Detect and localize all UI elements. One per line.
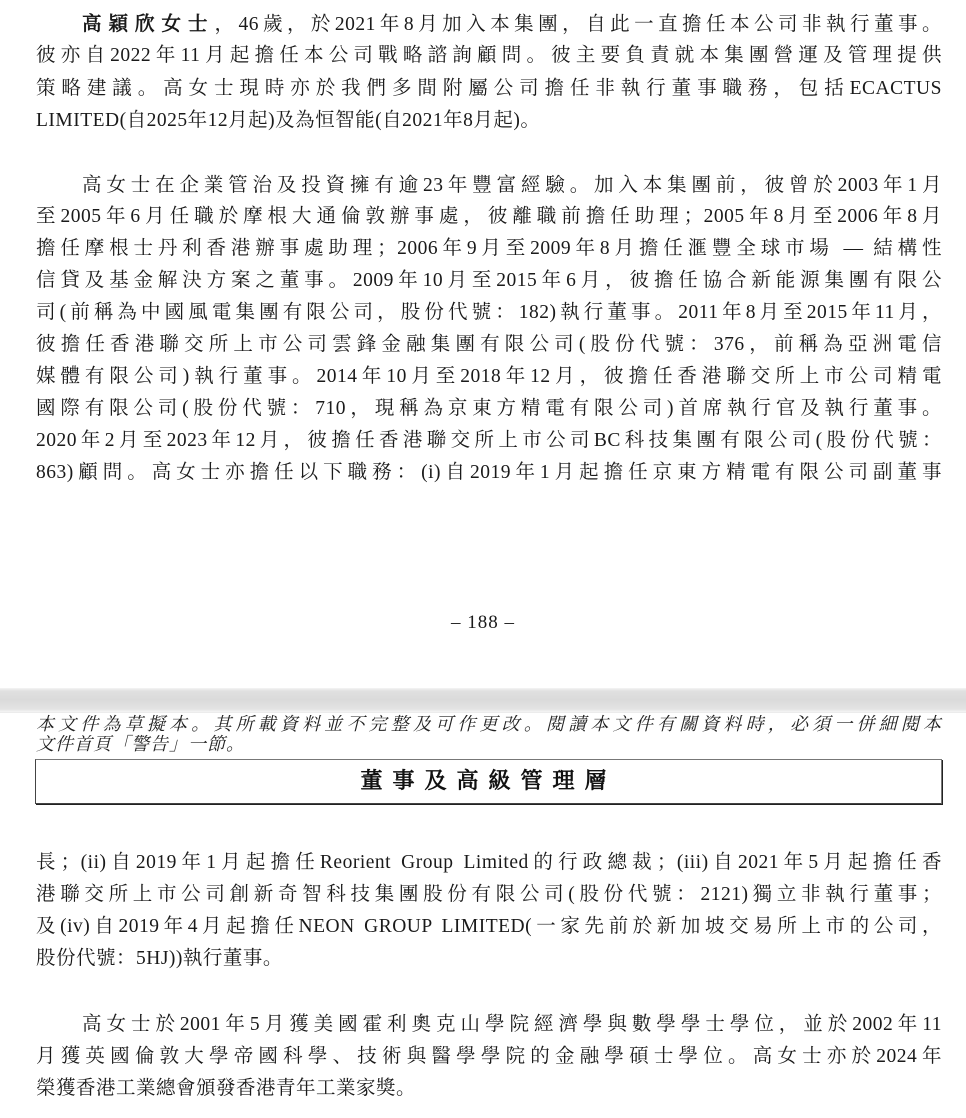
paragraph-line: 長；(ii)自2019年1月起擔任Reorient Group Limited的行政總裁；(iii)自2021年5月起擔任香	[36, 852, 942, 873]
draft-notice-line: 文件首頁「警告」一節。	[36, 734, 245, 755]
paragraph-line: 至2005年6月任職於摩根大通倫敦辦事處，彼離職前擔任助理；2005年8月至2006年8月	[36, 206, 942, 227]
draft-notice-line: 本文件為草擬本。其所載資料並不完整及可作更改。閱讀本文件有關資料時，必須一併細閱本	[36, 714, 942, 735]
page-separator	[0, 688, 966, 713]
paragraph-line: 司(前稱為中國風電集團有限公司，股份代號：182)執行董事。2011年8月至2015年11月，	[36, 302, 942, 323]
paragraph-line: 彼亦自2022年11月起擔任本公司戰略諮詢顧問。彼主要負責就本集團營運及管理提供	[36, 45, 942, 66]
paragraph-line: 國際有限公司(股份代號：710，現稱為京東方精電有限公司)首席執行官及執行董事。	[36, 398, 942, 419]
paragraph-line: 股份代號：5HJ))執行董事。	[36, 948, 283, 969]
paragraph-text: ，46歲，於2021年8月加入本集團，自此一直擔任本公司非執行董事。	[214, 14, 942, 35]
section-title: 董事及高級管理層	[360, 769, 617, 794]
page-number: – 188 –	[451, 612, 515, 633]
paragraph-line: 彼擔任香港聯交所上市公司雲鋒金融集團有限公司(股份代號：376，前稱為亞洲電信	[36, 334, 942, 355]
paragraph-line: 榮獲香港工業總會頒發香港青年工業家獎。	[36, 1078, 417, 1099]
paragraph-line: 擔任摩根士丹利香港辦事處助理；2006年9月至2009年8月擔任滙豐全球市場 — 結構性	[36, 238, 942, 259]
paragraph-line: 月獲英國倫敦大學帝國科學、技術與醫學學院的金融學碩士學位。高女士亦於2024年	[36, 1046, 942, 1067]
paragraph-line: 高女士於2001年5月獲美國霍利奧克山學院經濟學與數學學士學位，並於2002年11	[82, 1014, 942, 1035]
paragraph-line	[82, 12, 942, 37]
paragraph-line: 2020年2月至2023年12月，彼擔任香港聯交所上市公司BC科技集團有限公司(股份代號：	[36, 430, 942, 451]
paragraph-line: LIMITED(自2025年12月起)及為恒智能(自2021年8月起)。	[36, 110, 541, 131]
paragraph-line: 863)顧問。高女士亦擔任以下職務：(i)自2019年1月起擔任京東方精電有限公司副董事	[36, 462, 942, 483]
paragraph-line: 策略建議。高女士現時亦於我們多間附屬公司擔任非執行董事職務，包括ECACTUS	[36, 78, 942, 99]
paragraph-line: 港聯交所上市公司創新奇智科技集團股份有限公司(股份代號：2121)獨立非執行董事；	[36, 884, 942, 905]
paragraph-line: 及(iv)自2019年4月起擔任NEON GROUP LIMITED(一家先前於新加坡交易所上市的公司，	[36, 916, 942, 937]
section-header-box	[35, 759, 942, 804]
paragraph-line: 信貸及基金解決方案之董事。2009年10月至2015年6月，彼擔任協合新能源集團有限公	[36, 270, 942, 291]
director-name: 高穎欣女士	[82, 12, 215, 35]
paragraph-line: 媒體有限公司)執行董事。2014年10月至2018年12月，彼擔任香港聯交所上市公司精電	[36, 366, 942, 387]
paragraph-line: 高女士在企業管治及投資擁有逾23年豐富經驗。加入本集團前，彼曾於2003年1月	[82, 175, 942, 196]
